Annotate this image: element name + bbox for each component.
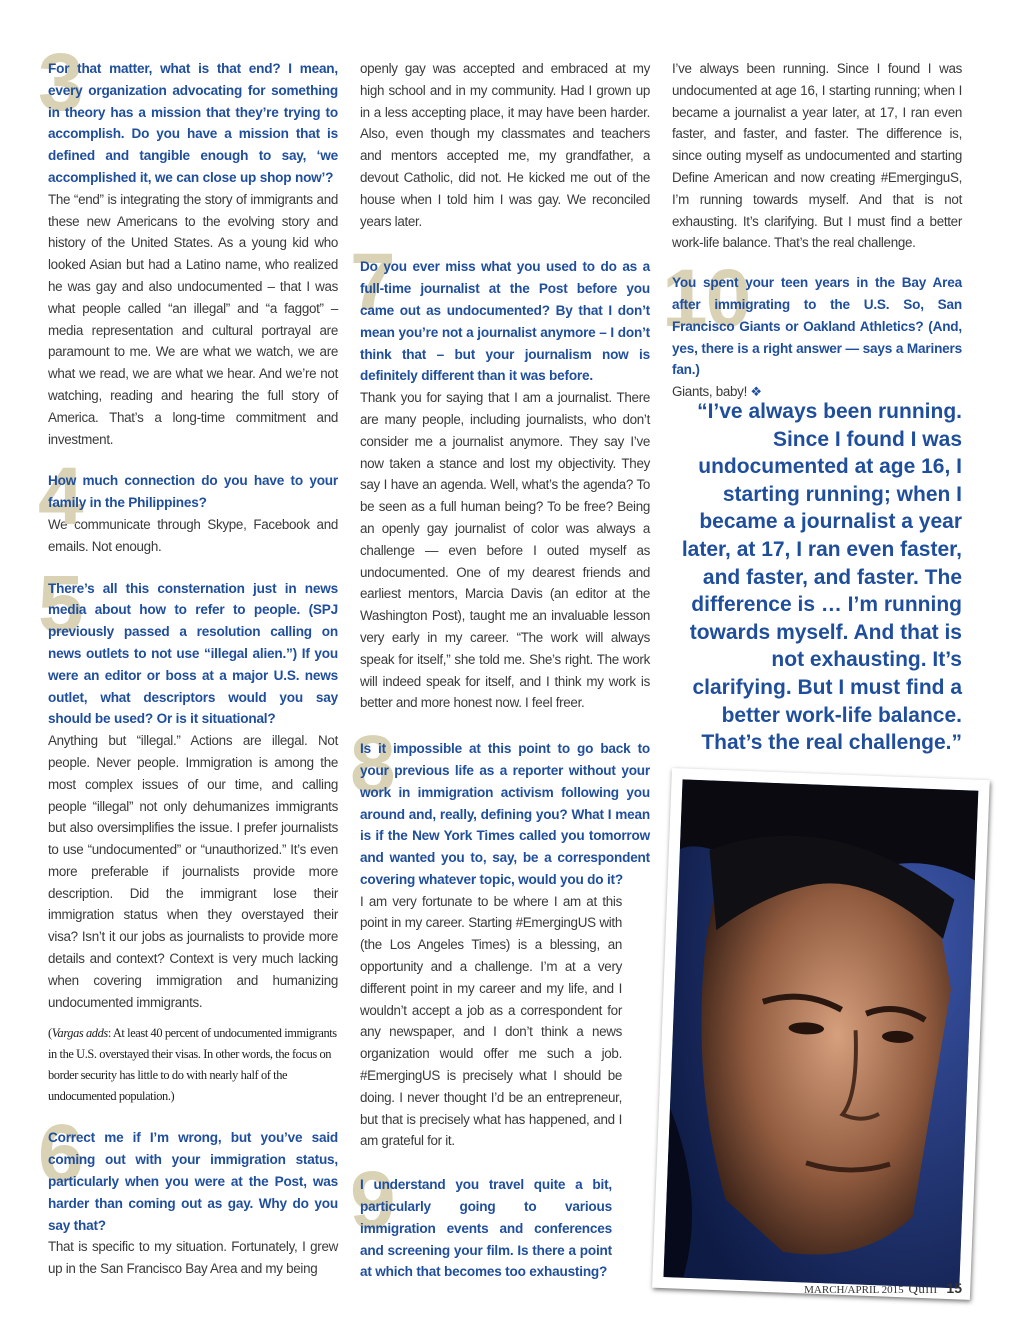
- question-text: You spent your teen years in the Bay Area after immigrating to the U.S. So, San Francisco Giants or Oakland Athletics? (And, yes, there is a right answer — says a Mariners fan.): [672, 275, 962, 378]
- question-number: 5: [38, 558, 82, 650]
- question-block-10: [662, 253, 962, 381]
- answer-text: Anything but “illegal.” Actions are illegal. Not people. Never people. Immigration is among the most complex issues of our time, and calling people “illegal” not only dehumanizes immigrants but also oversimplifies the issue. I prefer journalists to use “undocumented” or “unauthorized.” It’s even more preferable if journalists provide more description. Did the immigrant lose their immigration status when they overstayed their visa? Isn’t it our jobs as journalists to provide more details and context? Context is very much lacking when covering immigration and humanizing undocumented immigrants.: [48, 733, 338, 1010]
- magazine-name: Quill: [908, 1281, 938, 1296]
- editor-note-text: : At least 40 percent of undocumented immigrants in the U.S. overstayed their visas. In other words, the focus on border security has little to do with nearly half of the undocumented population.): [48, 1026, 337, 1104]
- question-number: 4: [38, 451, 82, 543]
- question-number: 8: [350, 719, 394, 811]
- question-block-6: [38, 1108, 338, 1236]
- question-number: 7: [350, 237, 394, 329]
- portrait-photo: [652, 768, 990, 1300]
- answer-text: Thank you for saying that I am a journalist. There are many people, including journalists, who don’t consider me a journalist anymore. They say I’ve now taken a stance and lost my objectivity. They say I have an agenda. Well, what’s the agenda? To be seen as a full human being? To be free? Being an openly gay journalist of color was always a challenge — even before I outed myself as undocumented. One of my dearest friends and earliest mentors, Marcia Davis (an editor at the Washington Post), taught me an invaluable lesson very early in my career. “The work will always speak for itself,” she told me. She’s right. The work will indeed speak for itself, and I think my work is better and more honest now. I feel freer.: [360, 390, 650, 711]
- question-text: Is it impossible at this point to go back to your previous life as a reporter without your work in immigration activism following you around and, really, defining you? What I mean is if the New York Times called you tomorrow and wanted you to, say, be a correspondent covering whatever topic, would you do it?: [360, 741, 650, 887]
- column-1: [38, 37, 338, 1280]
- question-text: How much connection do you have to your family in the Philippines?: [48, 473, 338, 511]
- question-text: Correct me if I’m wrong, but you’ve said coming out with your immigration status, particularly when you were at the Post, was harder than coming out as gay. Why do you say that?: [48, 1130, 338, 1233]
- answer-text: Giants, baby! ❖: [672, 384, 762, 400]
- answer-text: We communicate through Skype, Facebook and emails. Not enough.: [48, 516, 338, 554]
- question-block-3: [38, 37, 338, 189]
- answer-text: That is specific to my situation. Fortunately, I grew up in the San Francisco Bay Area and my being: [48, 1239, 338, 1277]
- question-text: Do you ever miss what you used to do as a full-time journalist at the Post before you came out as undocumented? By that I don’t mean you’re not a journalist anymore – I don’t think that – but your journalism now is definitely different than it was before.: [360, 259, 650, 384]
- question-text: For that matter, what is that end? I mean, every organization advocating for something in theory has a mission that they’re trying to accomplish. Do you have a mission that is defined and tangible enough to say, ‘we accomplished it, we can close up shop now’?: [48, 61, 338, 185]
- question-text: I understand you travel quite a bit, particularly going to various immigration events and conferences and screening your film. Is there a point at which that becomes too exhausting?: [360, 1177, 612, 1280]
- answer-text: I am very fortunate to be where I am at this point in my career. Starting #EmergingUS with (the Los Angeles Times) is a blessing, an opportunity and a challenge. I’m at a very different point in my career and my life, and I wouldn’t accept a job as a correspondent for any newspaper, and I don’t think a news organization would offer me such a job. #EmergingUS is precisely what I should be doing. I never thought I’d be an entrepreneur, but that is precisely what has happened, and I am grateful for it.: [360, 893, 622, 1149]
- question-number: 9: [350, 1155, 394, 1247]
- pull-quote: “I’ve always been running. Since I found I was undocumented at age 16, I starting running; when I became a journalist a year later, at 17, I ran even faster, and faster, and faster. The difference is … I’m running towards myself. And that is not exhausting. It’s clarifying. But I must find a better work-life balance. That’s the real challenge.”: [681, 400, 962, 755]
- editor-note: (Vargas adds: At least 40 percent of undocumented immigrants in the U.S. overstayed their visas. In other words, the focus on border security has little to do with nearly half of the undocumented population.): [48, 1026, 337, 1104]
- answer-text: The “end” is integrating the story of immigrants and these new Americans to the evolving story and history of the United States. As a young kid who looked Asian but had a Latino name, who realized he was gay and also undocumented – that I was what people called “an illegal” and “a faggot” – media representation and cultural portrayal are paramount to me. We are what we watch, we are what we read, we are what we hear. And we’re not watching, reading and hearing the full story of America. That’s a long-time commitment and investment.: [48, 191, 338, 447]
- question-block-9: [350, 1155, 650, 1283]
- editor-note-label: Vargas adds: [51, 1026, 108, 1041]
- portrait-illustration: [663, 779, 978, 1288]
- page-footer: [804, 1280, 962, 1297]
- answer-text: openly gay was accepted and embraced at my high school and in my community. Had I grown up in a less accepting place, it may have been harder. Also, even though my classmates and teachers and mentors accepted me, my grandfather, a devout Catholic, did not. He kicked me out of the house when I told him I was gay. We reconciled years later.: [360, 61, 650, 229]
- column-2: [350, 58, 650, 1283]
- question-number: 3: [38, 37, 82, 128]
- question-text: There’s all this consternation just in news media about how to refer to people. (SPJ previously passed a resolution calling on news outlets to not use “illegal alien.”) If you were an editor or boss at a major U.S. news outlet, what descriptors would you say should be used? Or is it situational?: [48, 580, 338, 727]
- portrait-image: [663, 779, 978, 1288]
- question-block-7: [350, 237, 650, 387]
- question-block-5: [38, 558, 338, 731]
- page-number: 15: [946, 1280, 962, 1296]
- issue-date: MARCH/APRIL 2015: [804, 1284, 904, 1296]
- question-block-8: [350, 719, 650, 891]
- question-number: 10: [662, 253, 750, 345]
- answer-text: I’ve always been running. Since I found I was undocumented at age 16, I starting running; when I became a journalist a year later, at 17, I ran even faster, and faster, and faster. The difference is, since outing myself as undocumented and starting Define American and now creating #EmerginguS, I’m running towards myself. And that is not exhausting. It’s clarifying. But I must find a better work-life balance. That’s the real challenge.: [672, 61, 962, 251]
- question-number: 6: [38, 1108, 82, 1200]
- end-mark-icon: ❖: [750, 384, 762, 400]
- column-3: [662, 58, 962, 403]
